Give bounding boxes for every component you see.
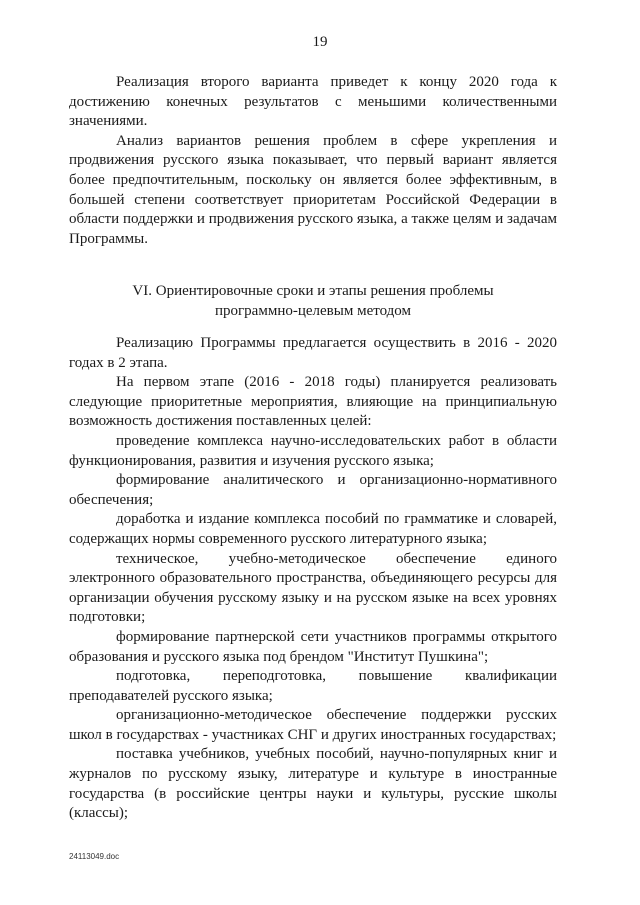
- section-heading: [69, 282, 557, 321]
- section-heading-line: программно-целевым методом: [215, 302, 411, 319]
- document-filename: 24113049.doc: [69, 852, 120, 861]
- page-number: 19: [312, 34, 328, 50]
- list-item: подготовка, переподготовка, повышение квалификации преподавателей русского языка;: [69, 668, 557, 704]
- paragraph: На первом этапе (2016 - 2018 годы) планируется реализовать следующие приоритетные мероприятия, влияющие на принципиальную возможность достижения поставленных целей:: [69, 374, 557, 430]
- paragraph: Реализацию Программы предлагается осуществить в 2016 - 2020 годах в 2 этапа.: [69, 335, 557, 371]
- list-item: техническое, учебно-методическое обеспечение единого электронного образовательного пространства, объединяющего ресурсы для организации обучения русскому языку и на русском языке на всех уровнях подготовки;: [69, 550, 557, 626]
- list-item: организационно-методическое обеспечение поддержки русских школ в государствах - участниках СНГ и других иностранных государствах;: [69, 707, 557, 743]
- section-heading-line: VI. Ориентировочные сроки и этапы решения проблемы: [132, 283, 494, 299]
- list-item: доработка и издание комплекса пособий по грамматике и словарей, содержащих нормы современного русского литературного языка;: [69, 511, 557, 547]
- paragraph: Анализ вариантов решения проблем в сфере укрепления и продвижения русского языка показывает, что первый вариант является более предпочтительным, поскольку он является более эффективным, в большей степени соответствует приоритетам Российской Федерации в области поддержки и продвижения русского языка, а также целям и задачам Программы.: [69, 132, 557, 247]
- list-item: формирование аналитического и организационно-нормативного обеспечения;: [69, 472, 557, 508]
- list-item: поставка учебников, учебных пособий, научно-популярных книг и журналов по русскому языку, литературе и культуре в иностранные государства (в российские центры науки и культуры, русские школы (классы);: [69, 746, 557, 822]
- text-block-intro: [69, 73, 557, 249]
- list-item: формирование партнерской сети участников программы открытого образования и русского языка под брендом "Институт Пушкина";: [69, 628, 557, 665]
- paragraph: Реализация второго варианта приведет к концу 2020 года к достижению конечных результатов с меньшими количественными значениями.: [69, 74, 557, 130]
- text-block-stages: [69, 334, 557, 824]
- list-item: проведение комплекса научно-исследовательских работ в области функционирования, развития и изучения русского языка;: [69, 432, 557, 469]
